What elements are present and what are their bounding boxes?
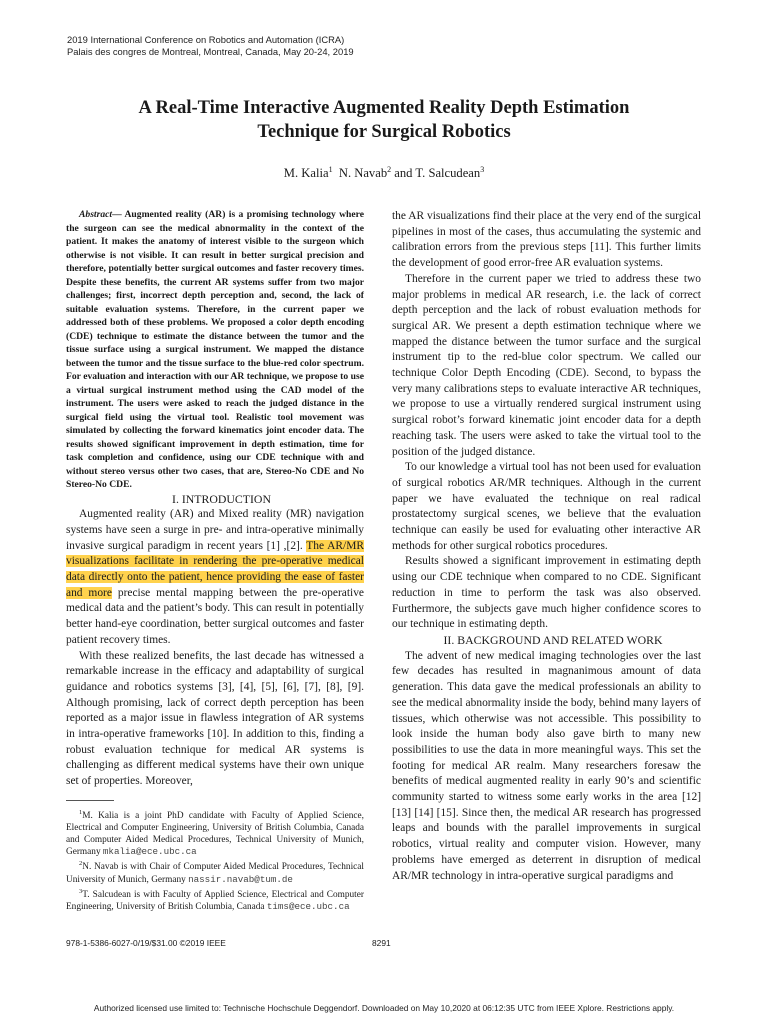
background-paragraph-1: The advent of new medical imaging technologies over the last few decades has resulted in magnanimous amount of data generation. This data gave the medical professionals an ability to see the medical abnormality inside the body, behind many layers of tissues, which otherwise was not accessible. This possibility to look inside the human body also gave birth to many new possibilities to use the data in more meaningful ways. This set the footing for medical AR realm. Many researchers foresaw the benefits of medical augmented reality in early 90’s and scientific community started to witness some early works in the area [12] [13] [14] [15]. Since then, the medical AR research has progressed leaps and bounds with the parallel improvements in surgical robotics, virtual reality and computer vision. However, many problems have emerged as deterrent in disruption of medical AR/MR technology in intra-operative surgical paradigms and (392, 649, 701, 882)
footnote-2 (66, 858, 364, 885)
footnote-2-email: nassir.navab@tum.de (188, 873, 293, 885)
author-2-mark: 2 (387, 165, 392, 174)
highlighted-text: The AR/MR visualizations facilitate in rendering the pre-operative medical data directly onto the patient, hence providing the ease of faster and more (66, 539, 364, 599)
right-paragraph-2: Therefore in the current paper we tried to address these two major problems in medical AR research, i.e. the lack of correct depth perception and the lack of robust evaluation methods for surgical AR. We present a depth estimation technique where we mapped the distance between the tumor surface and the surgical instrument tip to the red-blue color spectrum. We called our technique Color Depth Encoding (CDE). Second, to bypass the very many calibrations steps to evaluate interactive AR techniques, we propose to use a virtually rendered surgical instrument using surgical robot’s forward kinematic joint encoder data for a depth reaching task. The users were asked to take the virtual tool to the position of the judged distance. (392, 272, 701, 458)
author-2: N. Navab (338, 166, 388, 181)
intro-p1-after: precise mental mapping between the pre-operative medical data and the patient’s body. This can result in potentially better hand-eye coordination, better surgical outcomes and faster patient recovery times. (66, 586, 365, 646)
footnote-1-email: mkalia@ece.ubc.ca (102, 846, 197, 858)
footnote-3-text: T. Salcudean is with Faculty of Applied Science, Electrical and Computer Engineering, University of British Columbia, Canada (66, 889, 364, 912)
abstract-dash: — (112, 209, 122, 220)
title-line-1: A Real-Time Interactive Augmented Reality Depth Estimation (138, 98, 630, 118)
abstract-lead: Abstract (79, 209, 113, 220)
intro-paragraph-1 (66, 507, 364, 648)
page-number: 8291 (372, 938, 391, 948)
footnote-1 (66, 807, 364, 858)
right-paragraph-4: Results showed a significant improvement in estimating depth using our CDE technique when compared to no CDE. Significant reduction in time to perform the task was also observed. Furthermore, the subjects gave much higher confidence scores to our technique in estimating depth. (392, 555, 701, 631)
left-column (66, 208, 364, 913)
author-1-mark: 1 (328, 165, 333, 174)
footer-isbn: 978-1-5386-6027-0/19/$31.00 ©2019 IEEE (66, 938, 226, 948)
author-list (60, 165, 708, 181)
footnote-3 (66, 886, 364, 913)
footnote-1-text: M. Kalia is a joint PhD candidate with Faculty of Applied Science, Electrical and Computer Engineering, University of British Columbia, Canada and Computer Aided Medical Procedures, Technical University of Munich, Germany (66, 810, 364, 858)
footnote-2-text: N. Navab is with Chair of Computer Aided Medical Procedures, Technical University of Munich, Germany (66, 862, 364, 885)
footnote-1-mark: 1 (79, 808, 83, 816)
footnote-rule (66, 800, 114, 801)
intro-paragraph-2: With these realized benefits, the last decade has witnessed a remarkable increase in the efficacy and adaptability of surgical guidance and robotics systems [3], [4], [5], [6], [7], [8], [9]. Although promising, lack of correct depth perception has been reported as a major issue in flawless integration of AR systems in intra-operative frameworks [10]. In addition to this, finding a robust evaluation technique for medical AR systems is challenging as different medical systems have their own unique set of properties. Moreover, (66, 649, 364, 788)
section-heading-background: II. BACKGROUND AND RELATED WORK (443, 632, 663, 647)
conference-header (67, 34, 354, 59)
author-3: T. Salcudean (415, 166, 481, 181)
right-paragraph-1: the AR visualizations find their place at the very end of the surgical pipelines in most of the cases, thus accumulating the systemic and calibration errors from the previous steps [11]. This further limits the development of good error-free AR evaluation systems. (392, 210, 701, 270)
author-1: M. Kalia (283, 166, 329, 181)
abstract-text: Augmented reality (AR) is a promising technology where the surgeon can see the medical abnormality in the context of the patient. It makes the anatomy of interest visible to the surgeon which otherwise is not visible. It can result in better surgical precision and therefore, potentially better surgical outcomes and faster recovery times. Despite these benefits, the current AR systems suffer from two major challenges; first, incorrect depth perception and, second, the lack of suitable evaluation systems. Therefore, in the current paper we addressed both of these problems. We proposed a color depth encoding (CDE) technique to estimate the distance between the tumor and the tissue surface using a surgical instrument. We mapped the distance between the tumor and the tissue surface to the blue-red color spectrum. For evaluation and interaction with our AR technique, we propose to use a virtual surgical instrument method using the CAD model of the instrument. The users were asked to reach the judged distance in the surgical field using the virtual tool. Realistic tool movement was simulated by collecting the forward kinematics joint encoder data. The results showed significant improvement in depth estimation, time for task completion and confidence, using our CDE technique with and without stereo versus other two cases, that are, Stereo-No CDE and No Stereo-No CDE. (66, 209, 364, 490)
footnote-3-email: tims@ece.ubc.ca (266, 900, 350, 912)
author-3-mark: 3 (480, 165, 485, 174)
footnote-3-mark: 3 (79, 887, 83, 895)
license-notice: Authorized licensed use limited to: Technische Hochschule Deggendorf. Downloaded on May 10,2020 at 06:12:35 UTC from IEEE Xplore. Restrictions apply. (93, 1003, 675, 1013)
conference-line-1: 2019 International Conference on Robotics and Automation (ICRA) (67, 34, 345, 45)
right-paragraph-3: To our knowledge a virtual tool has not been used for evaluation of surgical robotics AR/MR techniques. Although in the current paper we have evaluated the technique on real radical prostatectomy surgical scenes, we believe that the evaluation technique can easily be used for evaluating other interactive AR methods for other surgical robotics procedures. (392, 461, 701, 552)
section-heading-introduction: I. INTRODUCTION (172, 491, 271, 506)
paper-title (60, 96, 708, 144)
abstract (66, 208, 364, 492)
title-line-2: Technique for Surgical Robotics (257, 122, 511, 142)
right-column (392, 209, 701, 884)
footnote-2-mark: 2 (79, 860, 83, 868)
intro-p1-before: Augmented reality (AR) and Mixed reality (MR) navigation systems have seen a surge in pre- and intra-operative minimally invasive surgical paradigm in recent years [1] ,[2]. (66, 508, 364, 552)
conference-line-2: Palais des congres de Montreal, Montreal, Canada, May 20-24, 2019 (67, 46, 354, 58)
author-separator: and (394, 166, 413, 181)
